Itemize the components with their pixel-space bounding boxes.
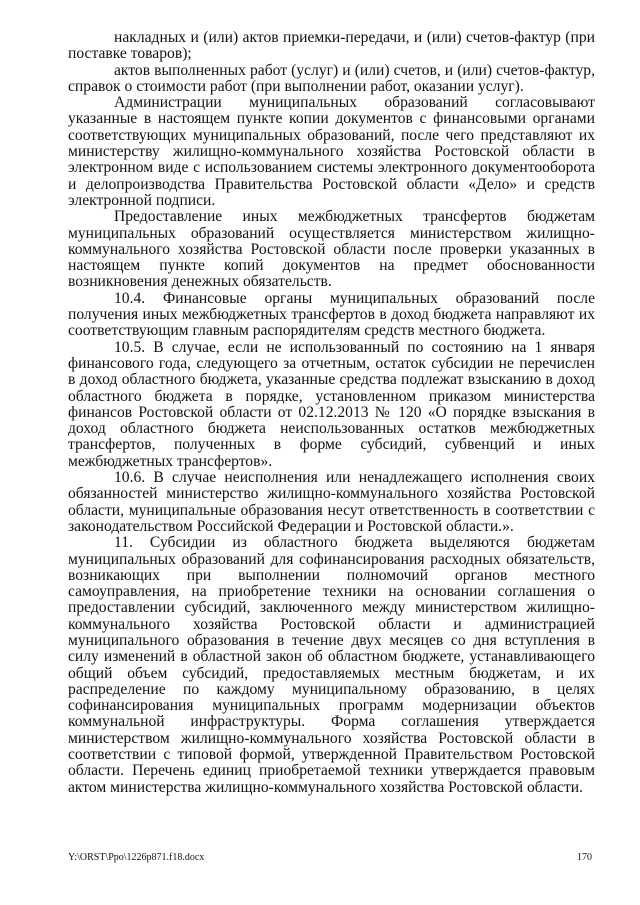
paragraph-11: 11. Субсидии из областного бюджета выделяются бюджетам муниципальных образований для софинансирования расходных обязательств, возникающих при выполнении полномочий органов местного самоуправления, на приобретение техники на основании соглашения о предоставлении субсидий, заключенного между министерством жилищно-коммунального хозяйства Ростовской области и администрацией муниципального образования в течение двух месяцев со дня вступления в силу изменений в областной закон об областном бюджете, устанавливающего общий объем субсидий, предоставляемых местным бюджетам, и их распределение по каждому муниципальному образованию, в целях софинансирования муниципальных программ модернизации объектов коммунальной инфраструктуры. Форма соглашения утверждается министерством жилищно-коммунального хозяйства Ростовской области в соответствии с типовой формой, утвержденной Правительством Ростовской области. Перечень единиц приобретаемой техники утверждается правовым актом министерства жилищно-коммунального хозяйства Ростовской области. (68, 534, 595, 796)
paragraph-10-6: 10.6. В случае неисполнения или ненадлежащего исполнения своих обязанностей министерство жилищно-коммунального хозяйства Ростовской области, муниципальные образования несут ответственность в соответствии с законодательством Российской Федерации и Ростовской области.». (68, 469, 595, 535)
paragraph-10-5: 10.5. В случае, если не использованный по состоянию на 1 января финансового года, следующего за отчетным, остаток субсидии не перечислен в доход областного бюджета, указанные средства подлежат взысканию в доход областного бюджета в порядке, установленном приказом министерства финансов Ростовской области от 02.12.2013 № 120 «О порядке взыскания в доход областного бюджета неиспользованных остатков межбюджетных трансфертов, полученных в форме субсидий, субвенций и иных межбюджетных трансфертов». (68, 338, 595, 470)
footer-file-path: Y:\ORST\Ppo\1226p871.f18.docx (68, 852, 205, 863)
paragraph-10-4: 10.4. Финансовые органы муниципальных образований после получения иных межбюджетных трансфертов в доход бюджета направляют их соответствующим главным распорядителям средств местного бюджета. (68, 289, 595, 340)
paragraph-administrations-approve: Администрации муниципальных образований согласовывают указанные в настоящем пункте копии документов с финансовыми органами соответствующих муниципальных образований, после чего представляют их министерству жилищно-коммунального хозяйства Ростовской области в электронном виде с использованием системы электронного документооборота и делопроизводства Правительства Ростовской области «Дело» и средств электронной подписи. (68, 94, 595, 209)
document-body (68, 30, 595, 796)
paragraph-transfers-provision: Предоставление иных межбюджетных трансфертов бюджетам муниципальных образований осуществляется министерством жилищно-коммунального хозяйства Ростовской области после проверки указанных в настоящем пункте копий документов на предмет обоснованности возникновения денежных обязательств. (68, 208, 595, 291)
paragraph-acts-completed-works: актов выполненных работ (услуг) и (или) счетов, и (или) счетов-фактур, справок о стоимости работ (при выполнении работ, оказании услуг). (68, 61, 595, 95)
footer-page-number: 170 (577, 852, 592, 863)
paragraph-continuation-waybills: накладных и (или) актов приемки-передачи, и (или) счетов-фактур (при поставке товаров); (68, 29, 595, 63)
